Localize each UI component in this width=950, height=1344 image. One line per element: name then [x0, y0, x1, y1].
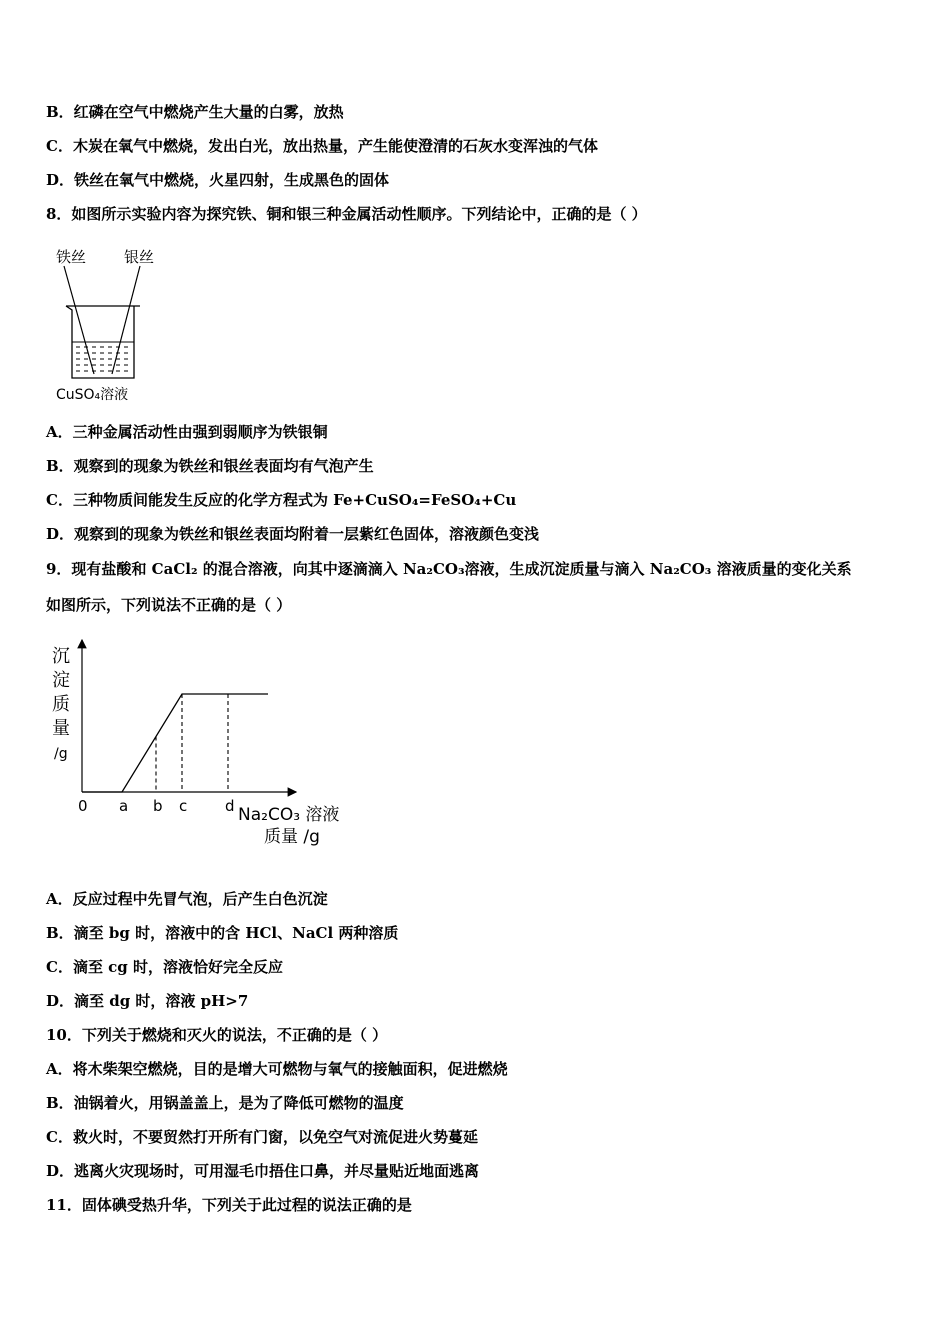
silver-wire-label: 银丝 — [124, 248, 155, 266]
x-tick-label-a: a — [119, 797, 129, 815]
q10-option-a: A．将木柴架空燃烧，目的是增大可燃物与氧气的接触面积，促进燃烧 — [46, 1060, 508, 1078]
q7-option-b: B．红磷在空气中燃烧产生大量的白雾，放热 — [46, 103, 344, 121]
solution-label: CuSO₄溶液 — [56, 387, 129, 403]
q9-stem-line2: 如图所示，下列说法不正确的是（ ） — [46, 596, 292, 614]
q10-option-d: D．逃离火灾现场时，可用湿毛巾捂住口鼻，并尽量贴近地面逃离 — [46, 1162, 480, 1180]
q9-option-d: D．滴至 dg 时，溶液 pH>7 — [46, 992, 249, 1010]
q10-option-c: C．救火时，不要贸然打开所有门窗，以免空气对流促进火势蔓延 — [46, 1128, 478, 1146]
x-tick-label-b: b — [153, 797, 163, 815]
q9-stem-line1: 9．现有盐酸和 CaCl₂ 的混合溶液，向其中逐滴滴入 Na₂CO₃溶液，生成沉淀质量与滴入 Na₂CO₃ 溶液质量的变化关系 — [46, 560, 852, 578]
x-axis-label-1: Na₂CO₃ 溶液 — [238, 805, 340, 825]
iron-wire-label: 铁丝 — [56, 248, 87, 266]
y-axis-label-char: 量 — [52, 718, 70, 739]
q9-option-a: A．反应过程中先冒气泡，后产生白色沉淀 — [46, 890, 328, 908]
y-axis-label-char: 沉 — [52, 646, 70, 667]
x-tick-label-0: 0 — [78, 797, 88, 815]
q8-option-a: A．三种金属活动性由强到弱顺序为铁银铜 — [46, 423, 328, 441]
y-axis-label-char: 质 — [52, 694, 70, 715]
q8-option-b: B．观察到的现象为铁丝和银丝表面均有气泡产生 — [46, 457, 374, 475]
q10-stem: 10．下列关于燃烧和灭火的说法，不正确的是（ ） — [46, 1026, 388, 1044]
q11-stem: 11．固体碘受热升华，下列关于此过程的说法正确的是 — [46, 1196, 412, 1214]
q9-chart — [46, 632, 366, 852]
x-tick-label-c: c — [179, 797, 188, 815]
q9-option-c: C．滴至 cg 时，溶液恰好完全反应 — [46, 958, 284, 976]
y-axis-label — [52, 646, 70, 762]
q7-option-c: C．木炭在氧气中燃烧，发出白光，放出热量，产生能使澄清的石灰水变浑浊的气体 — [46, 137, 598, 155]
x-tick-label-d: d — [225, 797, 235, 815]
y-axis-label-char: /g — [54, 746, 68, 762]
liquid — [74, 344, 132, 376]
q7-option-d: D．铁丝在氧气中燃烧，火星四射，生成黑色的固体 — [46, 171, 390, 189]
x-axis-label-2: 质量 /g — [264, 827, 320, 847]
q8-stem: 8．如图所示实验内容为探究铁、铜和银三种金属活动性顺序。下列结论中，正确的是（ ） — [46, 205, 647, 223]
q9-option-b: B．滴至 bg 时，溶液中的含 HCl、NaCl 两种溶质 — [46, 924, 399, 942]
y-axis-label-char: 淀 — [52, 670, 70, 691]
q8-beaker-figure — [52, 242, 172, 407]
q8-option-d: D．观察到的现象为铁丝和银丝表面均附着一层紫红色固体，溶液颜色变浅 — [46, 525, 540, 543]
q8-option-c: C．三种物质间能发生反应的化学方程式为 Fe+CuSO₄=FeSO₄+Cu — [46, 491, 517, 509]
q10-option-b: B．油锅着火，用锅盖盖上，是为了降低可燃物的温度 — [46, 1094, 404, 1112]
series-line-precipitate — [82, 694, 268, 792]
